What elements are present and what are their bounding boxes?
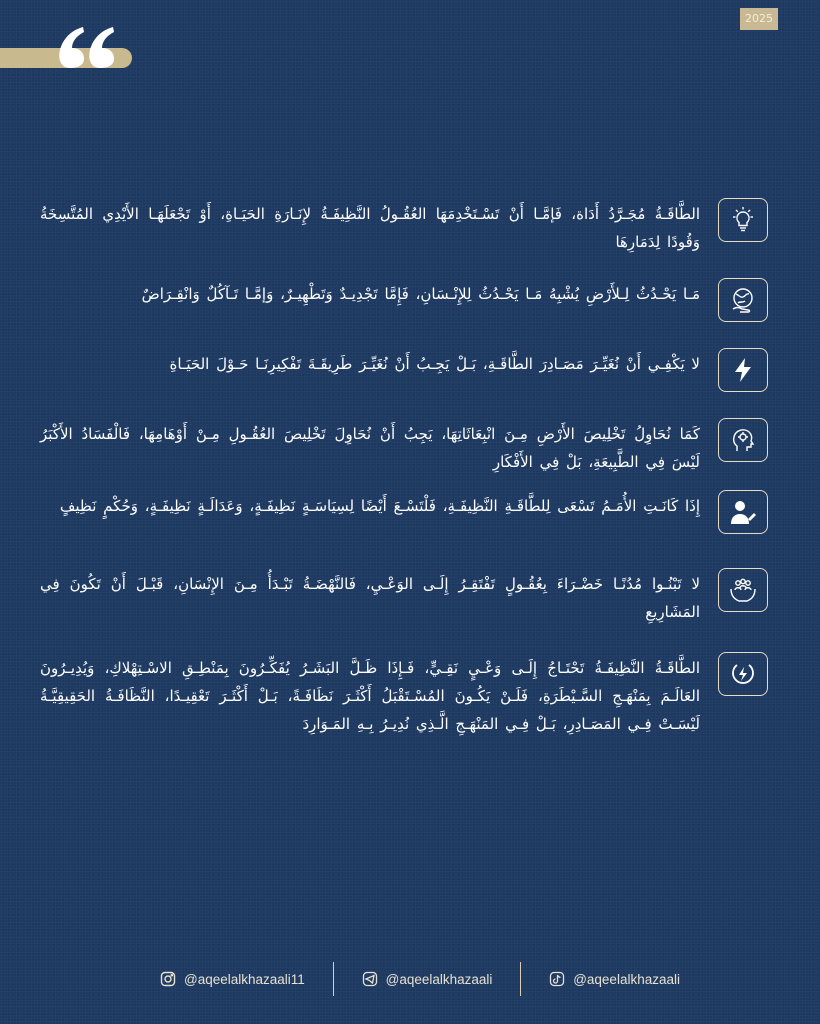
telegram-handle[interactable] — [362, 971, 493, 987]
quote-text: لا تَبْنُـوا مُدُنًـا خَضْـرَاءَ بِعُقُـولٍ تَفْتَقِـرُ إِلَـى الوَعْـيِ، فَالنَّهْضَـةُ تَبْـدَأُ مِـنَ الإِنْسَانِ، قَبْـلَ أَنْ تَكُونَ فِي المَشَارِيعِ — [40, 575, 700, 621]
lightbulb-icon — [718, 198, 768, 242]
tiktok-handle[interactable] — [549, 971, 680, 987]
person-justice-icon — [718, 490, 768, 534]
quote-mark-icon — [56, 24, 116, 74]
tiktok-handle-text: @aqeelalkhazaali — [573, 971, 680, 987]
telegram-icon — [362, 971, 378, 987]
instagram-handle-text: @aqeelalkhazaali11 — [184, 971, 305, 987]
earth-hand-icon — [718, 278, 768, 322]
quote-text: لا يَكْفِـي أَنْ نُغَيِّـرَ مَصَـادِرَ الطَّاقَـةِ، بَـلْ يَجِـبُ أَنْ نُغَيِّـرَ طَرِيقَـةَ تَفْكِيرِنَـا حَـوْلَ الحَيَـاةِ — [169, 355, 700, 373]
head-gear-icon — [718, 418, 768, 462]
year-badge: 2025 — [740, 8, 778, 30]
quote-text: مَـا يَحْـدُثُ لِـلأَرْضِ يُشْبِهُ مَـا يَحْـدُثُ لِلإِنْـسَانِ، فَإِمَّا تَجْدِيـدٌ وَتَطْهِيـرٌ، وَإمَّـا تَـآكُلٌ وَانْقِـرَاضٌ — [141, 285, 700, 303]
power-icon — [718, 652, 768, 696]
hands-people-icon — [718, 568, 768, 612]
telegram-handle-text: @aqeelalkhazaali — [385, 971, 493, 987]
quote-text: الطَّاقَـةُ النَّظِيفَـةُ تَحْتَـاجُ إِلَـى وَعْـيٍ نَقِـيٍّ، فَـإِذَا ظَـلَّ البَشَـرُ يُفَكِّـرُونَ بِمَنْطِـقِ الاسْـتِهْلاكِ، وَيُدِيـرُونَ العَالَـمَ بِمَنْهَـجِ السَّـيْطَرَةِ، فَلَـنْ يَكُـونَ المُسْـتَقْبَلُ أَكْثَـرَ نَظَافَـةً، بَـلْ أَكْثَـرَ تَعْقِيـدًا، النَّظَافَـةُ الحَقِيقِيَّـةُ لَيْسَـتْ فِـي المَصَـادِرِ، بَـلْ فِـي المَنْهَـجِ الَّـذِي نُدِيـرُ بِـهِ المَـوَارِدَ — [40, 659, 700, 733]
quote-text: الطَّاقَـةُ مُجَـرَّدُ أَدَاة، فَإمَّـا أَنْ تَسْـتَخْدِمَهَا العُقُـولُ النَّظِيفَـةُ لإِنَـارَةِ الحَيَـاةِ، أَوْ تَجْعَلَهَـا الأَيْدِي المُتَّسِخَةُ وَقُودًا لِدَمَارِهَا — [40, 205, 700, 251]
social-footer — [160, 962, 680, 996]
instagram-handle[interactable] — [160, 971, 305, 987]
quote-text: إِذَا كَانَـتِ الأُمَـمُ تَسْعَى لِلطَّاقَـةِ النَّظِيفَـةِ، فَلْتَسْـعَ أَيْضًا لِسِيَاسَـةٍ نَظِيفَـةٍ، وَعَدَالَـةٍ نَظِيفَـةٍ، وَحُكْمٍ نَظِيفٍ — [59, 497, 700, 515]
instagram-icon — [160, 971, 176, 987]
quote-text: كَمَا نُحَاوِلُ تَخْلِيصَ الأَرْضِ مِـنَ انْبِعَاثَاتِهَا، يَجِبُ أَنْ نُحَاوِلَ تَخْلِيصَ العُقُـولِ مِـنْ أَوْهَامِهَا، فَالْفَسَادُ الأَكْبَرُ لَيْسَ فِي الطَّبِيعَةِ، بَلْ فِي الأَفْكَارِ — [40, 425, 700, 471]
divider — [520, 962, 521, 996]
divider — [333, 962, 334, 996]
lightning-icon — [718, 348, 768, 392]
tiktok-icon — [549, 971, 565, 987]
